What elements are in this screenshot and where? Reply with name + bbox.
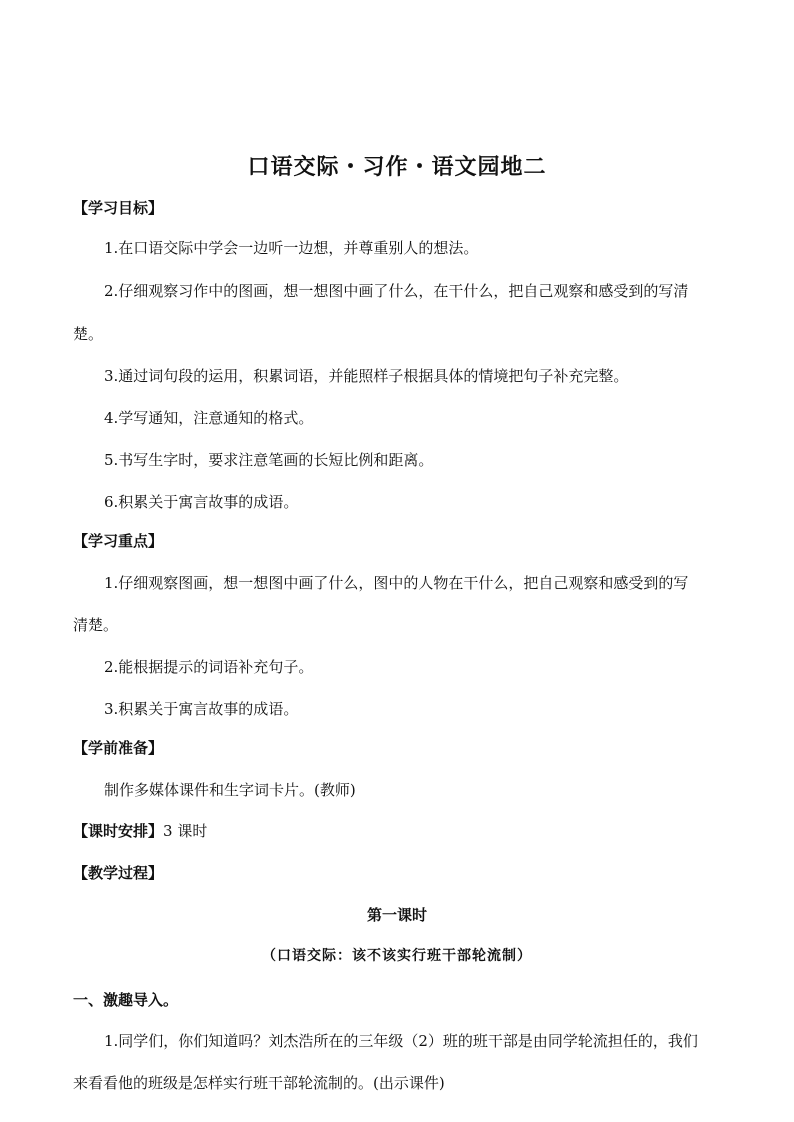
- goal-item-6: 6.积累关于寓言故事的成语。: [104, 493, 299, 511]
- lesson-title: 第一课时: [366, 906, 427, 924]
- goal-item-3: 3.通过词句段的运用，积累词语，并能照样子根据具体的情境把句子补充完整。: [104, 367, 629, 385]
- focus-item-1: 1.仔细观察图画，想一想图中画了什么，图中的人物在干什么，把自己观察和感受到的写: [104, 574, 689, 592]
- prep-heading: 【学前准备】: [73, 739, 164, 757]
- schedule-heading: 【课时安排】: [73, 822, 164, 840]
- section-1-para-line-1: 1.同学们，你们知道吗？刘杰浩所在的三年级（2）班的班干部是由同学轮流担任的，我们: [104, 1032, 698, 1050]
- goal-item-2-cont: 楚。: [73, 325, 104, 343]
- focus-heading: 【学习重点】: [73, 532, 164, 550]
- section-1-para-line-2: 来看看他的班级是怎样实行班干部轮流制的。(出示课件): [73, 1074, 445, 1092]
- goal-item-2: 2.仔细观察习作中的图画，想一想图中画了什么，在干什么，把自己观察和感受到的写清: [104, 282, 689, 300]
- focus-item-1-cont: 清楚。: [73, 616, 119, 634]
- section-1-heading: 一、激趣导入。: [73, 991, 179, 1009]
- schedule-row: [73, 820, 736, 842]
- prep-text: 制作多媒体课件和生字词卡片。(教师): [104, 781, 356, 799]
- goal-item-5: 5.书写生字时，要求注意笔画的长短比例和距离。: [104, 451, 434, 469]
- goals-heading: 【学习目标】: [73, 199, 164, 217]
- goal-item-4: 4.学写通知，注意通知的格式。: [104, 409, 314, 427]
- schedule-text: 3 课时: [163, 822, 208, 840]
- goal-item-1: 1.在口语交际中学会一边听一边想，并尊重别人的想法。: [104, 239, 479, 257]
- process-heading: 【教学过程】: [73, 864, 164, 882]
- lesson-subtitle: （口语交际：该不该实行班干部轮流制）: [262, 948, 532, 964]
- focus-item-3: 3.积累关于寓言故事的成语。: [104, 700, 299, 718]
- document-title: 口语交际・习作・语文园地二: [247, 155, 547, 180]
- focus-item-2: 2.能根据提示的词语补充句子。: [104, 658, 314, 676]
